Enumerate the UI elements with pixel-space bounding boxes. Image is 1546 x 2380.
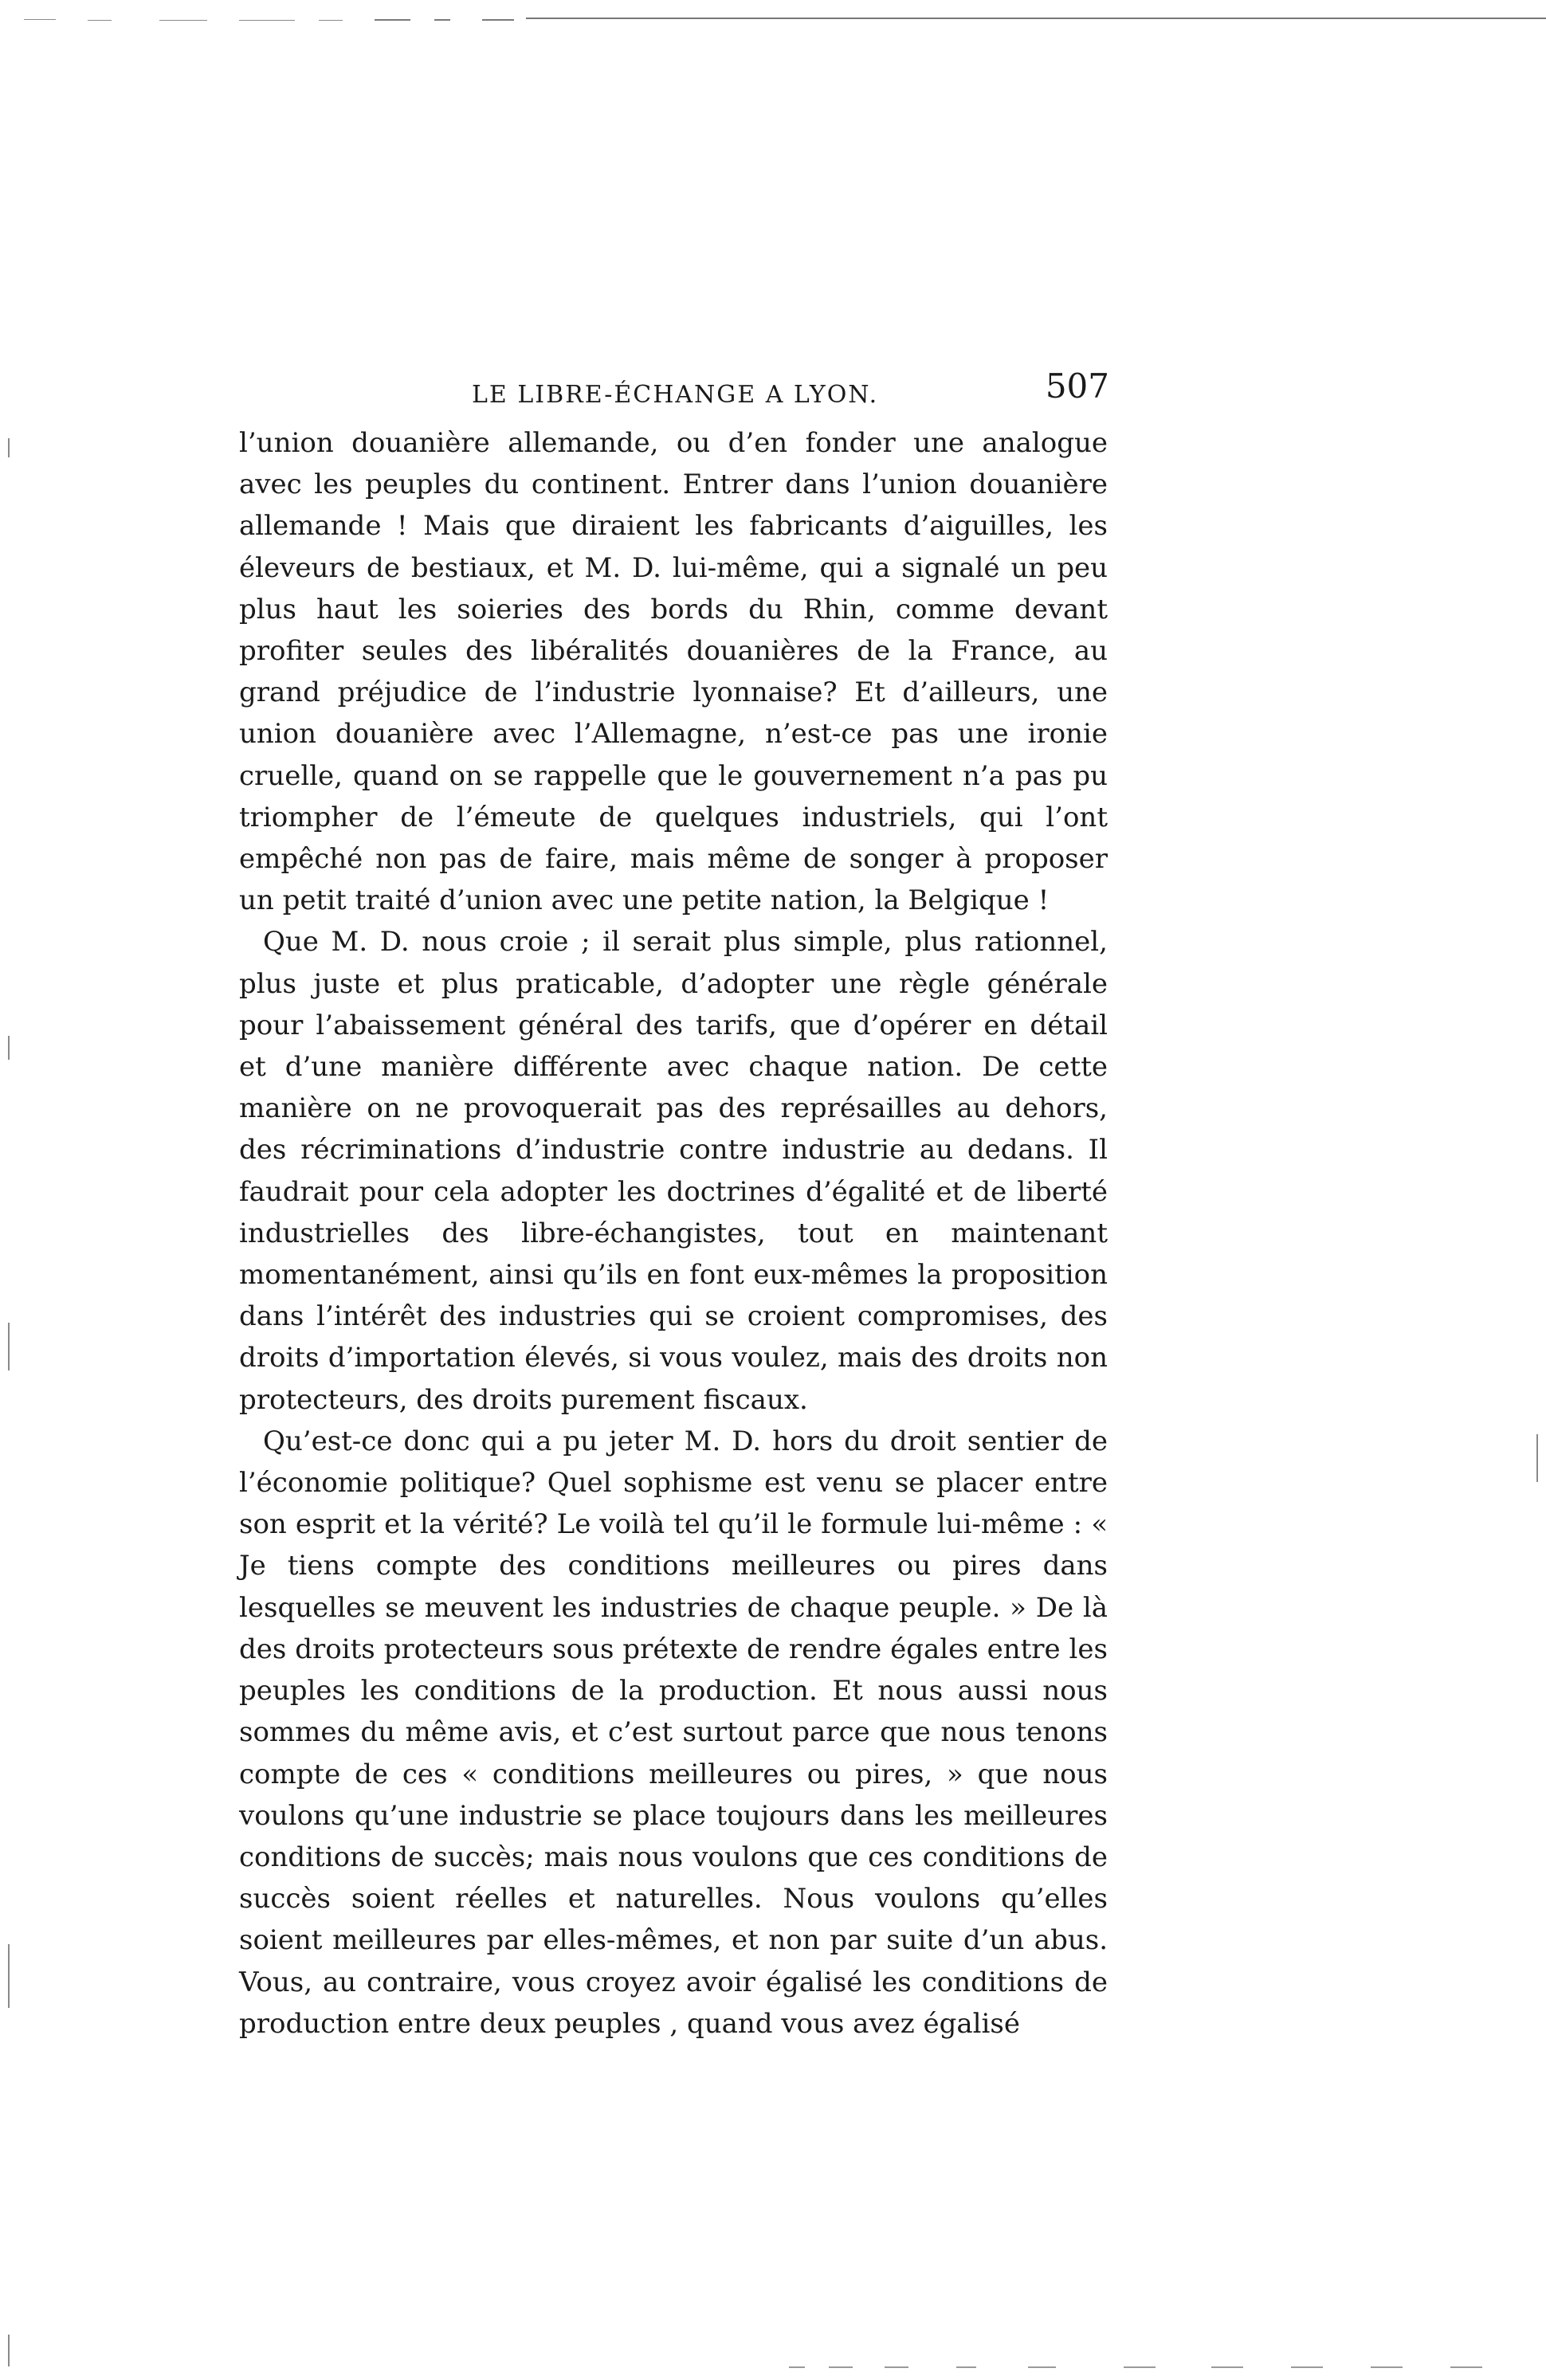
book-page — [239, 367, 1108, 2045]
page-number: 507 — [1045, 367, 1109, 406]
body-text — [239, 422, 1108, 2045]
running-head-title: LE LIBRE-ÉCHANGE A LYON. — [472, 381, 879, 409]
scan-mark-right — [1536, 1434, 1538, 1482]
scan-mark-left — [8, 1036, 10, 1060]
scan-mark-left — [8, 438, 10, 457]
running-head — [239, 367, 1108, 416]
paragraph: Que M. D. nous croie ; il serait plus simple, plus rationnel, plus juste et plus praticable, d’adopter une règle générale pour l’abaissement général des tarifs, que d’opérer en détail et d’une manière différente avec chaque nation. De cette manière on ne provoquerait pas des représailles au dehors, des récriminations d’industrie contre industrie au dedans. Il faudrait pour cela adopter les doctrines d’égalité et de liberté industrielles des libre-échangistes, tout en maintenant momentanément, ainsi qu’ils en font eux-mêmes la proposition dans l’intérêt des industries qui se croient compromises, des droits d’importation élevés, si vous voulez, mais des droits non protecteurs, des droits purement fiscaux. — [239, 926, 1108, 1416]
paragraph: l’union douanière allemande, ou d’en fonder une analogue avec les peuples du continent. Entrer dans l’union douanière allemande ! Mais que diraient les fabricants d’aiguilles, les éleveurs de bestiaux, et M. D. lui-même, qui a signalé un peu plus haut les soieries des bords du Rhin, comme devant profiter seules des libéralités douanières de la France, au grand préjudice de l’industrie lyonnaise? Et d’ailleurs, une union douanière avec l’Allemagne, n’est-ce pas une ironie cruelle, quand on se rappelle que le gouvernement n’a pas pu triompher de l’émeute de quelques industriels, qui l’ont empêché non pas de faire, mais même de songer à proposer un petit traité d’union avec une petite nation, la Belgique ! — [239, 427, 1108, 917]
scan-mark-left — [8, 1944, 10, 2008]
paragraph: Qu’est-ce donc qui a pu jeter M. D. hors du droit sentier de l’économie politique? Quel sophisme est venu se placer entre son esprit et la vérité? Le voilà tel qu’il le formule lui-même : « Je tiens compte des conditions meilleures ou pires dans lesquelles se meuvent les industries de chaque peuple. » De là des droits protecteurs sous prétexte de rendre égales entre les peuples les conditions de la production. Et nous aussi nous sommes du même avis, et c’est surtout parce que nous tenons compte de ces « conditions meilleures ou pires, » que nous voulons qu’une industrie se place toujours dans les meilleures conditions de succès; mais nous voulons que ces conditions de succès soient réelles et naturelles. Nous voulons qu’elles soient meilleures par elles-mêmes, et non par suite d’un abus. Vous, au contraire, vous croyez avoir égalisé les conditions de production entre deux peuples , quand vous avez égalisé — [239, 1425, 1108, 2040]
scan-mark-left — [8, 1323, 10, 1370]
scan-edge-bottom — [765, 2365, 1546, 2370]
scan-mark-left — [8, 2335, 10, 2366]
scan-edge-top — [0, 8, 1546, 22]
